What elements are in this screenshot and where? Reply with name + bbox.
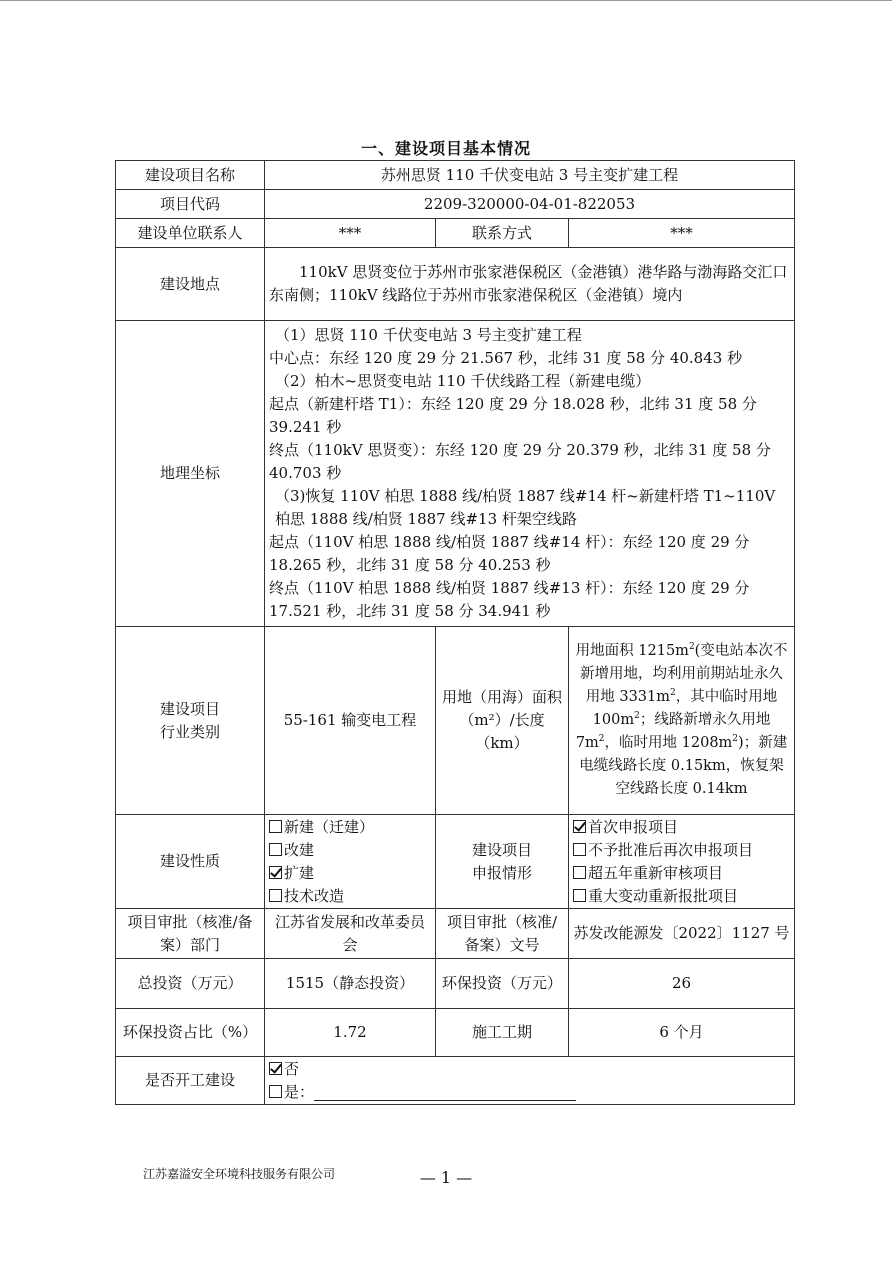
value-contact-method: *** <box>569 219 795 248</box>
row-approval <box>116 909 795 959</box>
report-options <box>569 815 795 909</box>
page-top-border <box>0 0 892 1</box>
section-title: 一、建设项目基本情况 <box>360 139 531 158</box>
label-location: 建设地点 <box>116 248 265 321</box>
label-contact: 建设单位联系人 <box>116 219 265 248</box>
label-industry-line2: 行业类别 <box>159 722 220 741</box>
area-text-6: )；新建电缆线路长度 0.15km，恢复架空线路长度 0.14km <box>579 735 788 797</box>
label-started: 是否开工建设 <box>116 1057 265 1105</box>
row-project-code <box>116 190 795 219</box>
area-sup-2: 2 <box>670 688 676 699</box>
label-ratio: 环保投资占比（%） <box>116 1009 265 1057</box>
label-period: 施工工期 <box>436 1009 569 1057</box>
area-sup-3: 2 <box>634 711 640 722</box>
label-coordinates: 地理坐标 <box>116 321 265 627</box>
row-coordinates <box>116 321 795 627</box>
started-blank-line <box>314 1084 576 1101</box>
checkbox-icon <box>269 889 282 902</box>
nature-option-new[interactable]: 新建（迁建） <box>269 816 431 839</box>
coord-line-5: 终点（110kV 思贤变）：东经 120 度 29 分 20.379 秒，北纬 31 度 58 分 40.703 秒 <box>269 441 771 482</box>
area-sup-1: 2 <box>688 642 695 653</box>
started-option-no[interactable]: 否 <box>269 1058 790 1081</box>
row-nature <box>116 815 795 909</box>
project-info-table <box>115 160 795 1105</box>
checkbox-icon <box>269 843 282 856</box>
checkbox-icon <box>573 843 586 856</box>
checkbox-icon <box>573 866 586 879</box>
value-ratio: 1.72 <box>265 1009 436 1057</box>
label-approval-doc: 项目审批（核准/备案）文号 <box>436 909 569 959</box>
value-coordinates <box>265 321 795 627</box>
value-project-code: 2209-320000-04-01-822053 <box>265 190 795 219</box>
label-report-line1: 建设项目 <box>471 840 532 859</box>
value-contact: *** <box>265 219 436 248</box>
area-sup-4: 2 <box>598 734 605 745</box>
row-ratio <box>116 1009 795 1057</box>
page-number: — 1 — <box>419 1168 473 1187</box>
checkbox-icon <box>573 889 586 902</box>
row-location <box>116 248 795 321</box>
value-industry: 55-161 输变电工程 <box>265 627 436 815</box>
value-location: 110kV 思贤变位于苏州市张家港保税区（金港镇）港华路与渤海路交汇口东南侧；110kV 线路位于苏州市张家港保税区（金港镇）境内 <box>265 248 795 321</box>
nature-option-rebuild[interactable]: 改建 <box>269 839 431 862</box>
coord-line-6: （3)恢复 110V 柏思 1888 线/柏贤 1887 线#14 杆~新建杆塔 T1~110V 柏思 1888 线/柏贤 1887 线#13 杆架空线路 <box>275 487 776 528</box>
report-option-major-change[interactable]: 重大变动重新报批项目 <box>573 885 790 908</box>
label-approval: 项目审批（核准/备案）部门 <box>116 909 265 959</box>
started-options <box>265 1057 795 1105</box>
label-nature: 建设性质 <box>116 815 265 909</box>
area-sup-5: 2 <box>732 734 739 745</box>
checkbox-checked-icon <box>573 820 586 833</box>
area-text-3: ，其中临时用地 100m <box>592 689 778 728</box>
label-industry-line1: 建设项目 <box>159 699 220 718</box>
label-contact-method: 联系方式 <box>436 219 569 248</box>
coord-line-2: 中心点：东经 120 度 29 分 21.567 秒，北纬 31 度 58 分 40.843 秒 <box>269 349 743 367</box>
value-env-investment: 26 <box>569 959 795 1009</box>
label-industry <box>116 627 265 815</box>
coord-line-1: （1）思贤 110 千伏变电站 3 号主变扩建工程 <box>275 326 582 344</box>
checkbox-checked-icon <box>269 866 282 879</box>
label-report <box>436 815 569 909</box>
area-text-1: 用地面积 1215m <box>575 643 689 659</box>
nature-option-expand[interactable]: 扩建 <box>269 862 431 885</box>
report-option-five-year[interactable]: 超五年重新审核项目 <box>573 862 790 885</box>
footer-company: 江苏嘉溢安全环境科技服务有限公司 <box>143 1167 336 1181</box>
checkbox-checked-icon <box>269 1062 282 1075</box>
started-option-yes[interactable]: 是： <box>269 1081 790 1104</box>
row-contact <box>116 219 795 248</box>
label-area: 用地（用海）面积（m²）/长度（km） <box>436 627 569 815</box>
row-industry <box>116 627 795 815</box>
coord-line-4: 起点（新建杆塔 T1）：东经 120 度 29 分 18.028 秒，北纬 31 度 58 分 39.241 秒 <box>269 395 757 436</box>
nature-option-tech[interactable]: 技术改造 <box>269 885 431 908</box>
checkbox-icon <box>269 820 282 833</box>
area-text-4: ；线路新增永久用地 7m <box>575 712 771 751</box>
area-text-5: ，临时用地 1208m <box>604 735 733 751</box>
value-period: 6 个月 <box>569 1009 795 1057</box>
coord-line-3: （2）柏木~思贤变电站 110 千伏线路工程（新建电缆） <box>275 372 651 390</box>
value-approval-doc: 苏发改能源发〔2022〕1127 号 <box>569 909 795 959</box>
value-investment: 1515（静态投资） <box>265 959 436 1009</box>
nature-options <box>265 815 436 909</box>
area-text-2: (变电站本次不新增用地，均利用前期站址永久用地 3331m <box>580 643 788 705</box>
value-area <box>569 627 795 815</box>
coord-line-7: 起点（110V 柏思 1888 线/柏贤 1887 线#14 杆）：东经 120 度 29 分 18.265 秒，北纬 31 度 58 分 40.253 秒 <box>269 533 750 574</box>
label-project-name: 建设项目名称 <box>116 161 265 190</box>
label-project-code: 项目代码 <box>116 190 265 219</box>
label-investment: 总投资（万元） <box>116 959 265 1009</box>
checkbox-icon <box>269 1085 282 1098</box>
row-started <box>116 1057 795 1105</box>
row-investment <box>116 959 795 1009</box>
value-project-name: 苏州思贤 110 千伏变电站 3 号主变扩建工程 <box>265 161 795 190</box>
row-project-name <box>116 161 795 190</box>
coord-line-8: 终点（110V 柏思 1888 线/柏贤 1887 线#13 杆）：东经 120 度 29 分 17.521 秒，北纬 31 度 58 分 34.941 秒 <box>269 579 750 620</box>
value-approval: 江苏省发展和改革委员会 <box>265 909 436 959</box>
report-option-first[interactable]: 首次申报项目 <box>573 816 790 839</box>
label-report-line2: 申报情形 <box>471 863 532 882</box>
label-env-investment: 环保投资（万元） <box>436 959 569 1009</box>
report-option-resubmit[interactable]: 不予批准后再次申报项目 <box>573 839 790 862</box>
